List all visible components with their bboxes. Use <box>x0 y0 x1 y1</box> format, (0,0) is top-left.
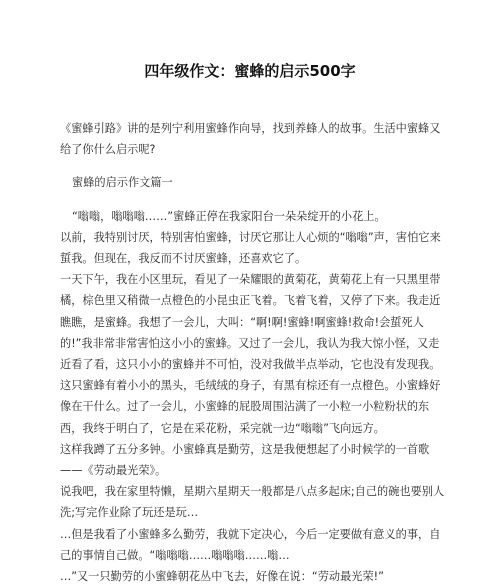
paragraph-gap <box>60 160 445 172</box>
paragraph-gap <box>60 194 445 206</box>
section-subheading: 蜜蜂的启示作文篇一 <box>72 176 173 190</box>
body-paragraph: 一天下午，我在小区里玩，看见了一朵耀眼的黄菊花，黄菊花上有一只黑里带橘，棕色里又稍微一点橙色的小昆虫正飞着。飞着飞着，又停了下来。我走近瞧瞧，是蜜蜂。我想了一会儿，大叫：“啊!啊!蜜蜂!啊蜜蜂!救命!会蜇死人的!”我非常非常害怕这小小的蜜蜂。又过了一会儿，我认为我大惊小怪，又走近看了看，这只小小的蜜蜂并不可怕，没对我做半点举动，它也没有发现我。这只蜜蜂有着小小的黑头，毛绒绒的身子，有黑有棕还有一点橙色。小蜜蜂好像在干什么。过了一会儿，小蜜蜂的屁股周围沾满了一小粒一小粒粉状的东西，我终于明白了，它是在采花粉，采完就一边“嗡嗡”飞向远方。 <box>60 273 441 435</box>
body-paragraph: 以前，我特别讨厌，特别害怕蜜蜂，讨厌它那让人心烦的“嗡嗡”声，害怕它来蜇我。但现在，我反而不讨厌蜜蜂，还喜欢它了。 <box>60 230 441 266</box>
intro-paragraph: 《蜜蜂引路》讲的是列宁利用蜜蜂作向导，找到养蜂人的故事。生活中蜜蜂又给了你什么启示呢? <box>60 122 441 157</box>
article-title: 四年级作文：蜜蜂的启示500字 <box>144 62 356 80</box>
body-paragraph: 这样我蹲了五分多钟。小蜜蜂真是勤劳，这是我便想起了小时候学的一首歌——《劳动最光荣》。 <box>60 442 430 478</box>
body-paragraph: …”又一只勤劳的小蜜蜂朝花丛中飞去，好像在说：“劳动最光荣!” <box>60 570 384 584</box>
article-body <box>60 118 445 587</box>
body-paragraph: 说我吧，我在家里特懒，星期六星期天一般都是八点多起床;自己的碗也要别人洗;写完作业除了玩还是玩… <box>60 485 445 520</box>
body-paragraph: …但是我看了小蜜蜂多么勤劳，我就下定决心，今后一定要做有意义的事，自己的事情自己做。“嗡嗡嗡……嗡嗡嗡……嗡… <box>60 527 441 562</box>
body-paragraph: “嗡嗡，嗡嗡嗡……”蜜蜂正停在我家阳台一朵朵绽开的小花上。 <box>72 209 386 223</box>
